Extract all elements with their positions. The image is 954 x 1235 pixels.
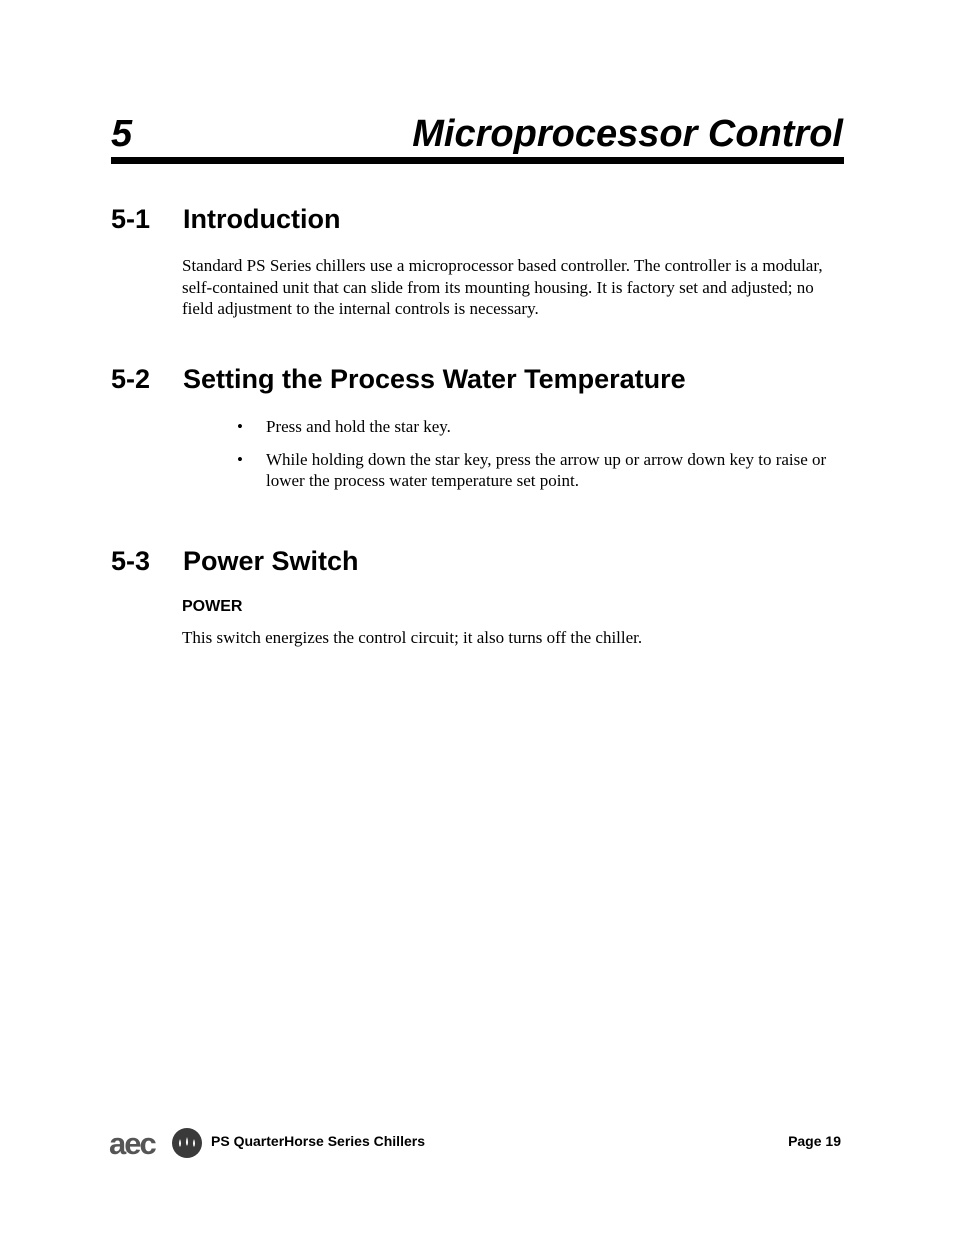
chapter-title: Microprocessor Control xyxy=(412,113,843,155)
section-3-subheading: POWER xyxy=(182,598,243,615)
section-3-title: Power Switch xyxy=(183,546,359,576)
footer-title: PS QuarterHorse Series Chillers xyxy=(211,1133,425,1149)
section-2-title: Setting the Process Water Temperature xyxy=(183,364,686,394)
bullet-item xyxy=(237,416,837,438)
aec-logo-icon xyxy=(109,1127,203,1159)
section-2-bullet-list xyxy=(237,416,837,503)
section-1-number: 5-1 xyxy=(111,204,151,234)
section-1-body: Standard PS Series chillers use a microprocessor based controller. The controller is a modular, self-contained unit that can slide from its mounting housing. It is factory set and adjusted; no field adjustment to the internal controls is necessary. xyxy=(182,256,823,318)
bullet-text: While holding down the star key, press the arrow up or arrow down key to raise or lower the process water temperature set point. xyxy=(266,449,827,490)
chapter-number: 5 xyxy=(111,113,133,155)
section-3-body: This switch energizes the control circuit; it also turns off the chiller. xyxy=(182,628,643,647)
bullet-dot: • xyxy=(237,449,243,469)
chapter-rule xyxy=(111,157,844,164)
bullet-text: Press and hold the star key. xyxy=(266,417,451,436)
section-2-number: 5-2 xyxy=(111,364,151,394)
page-number: Page 19 xyxy=(788,1133,841,1149)
svg-text:aec: aec xyxy=(109,1127,155,1159)
bullet-item xyxy=(237,449,837,492)
bullet-dot: • xyxy=(237,417,243,436)
section-1-title: Introduction xyxy=(183,204,341,234)
section-3-number: 5-3 xyxy=(111,546,151,576)
